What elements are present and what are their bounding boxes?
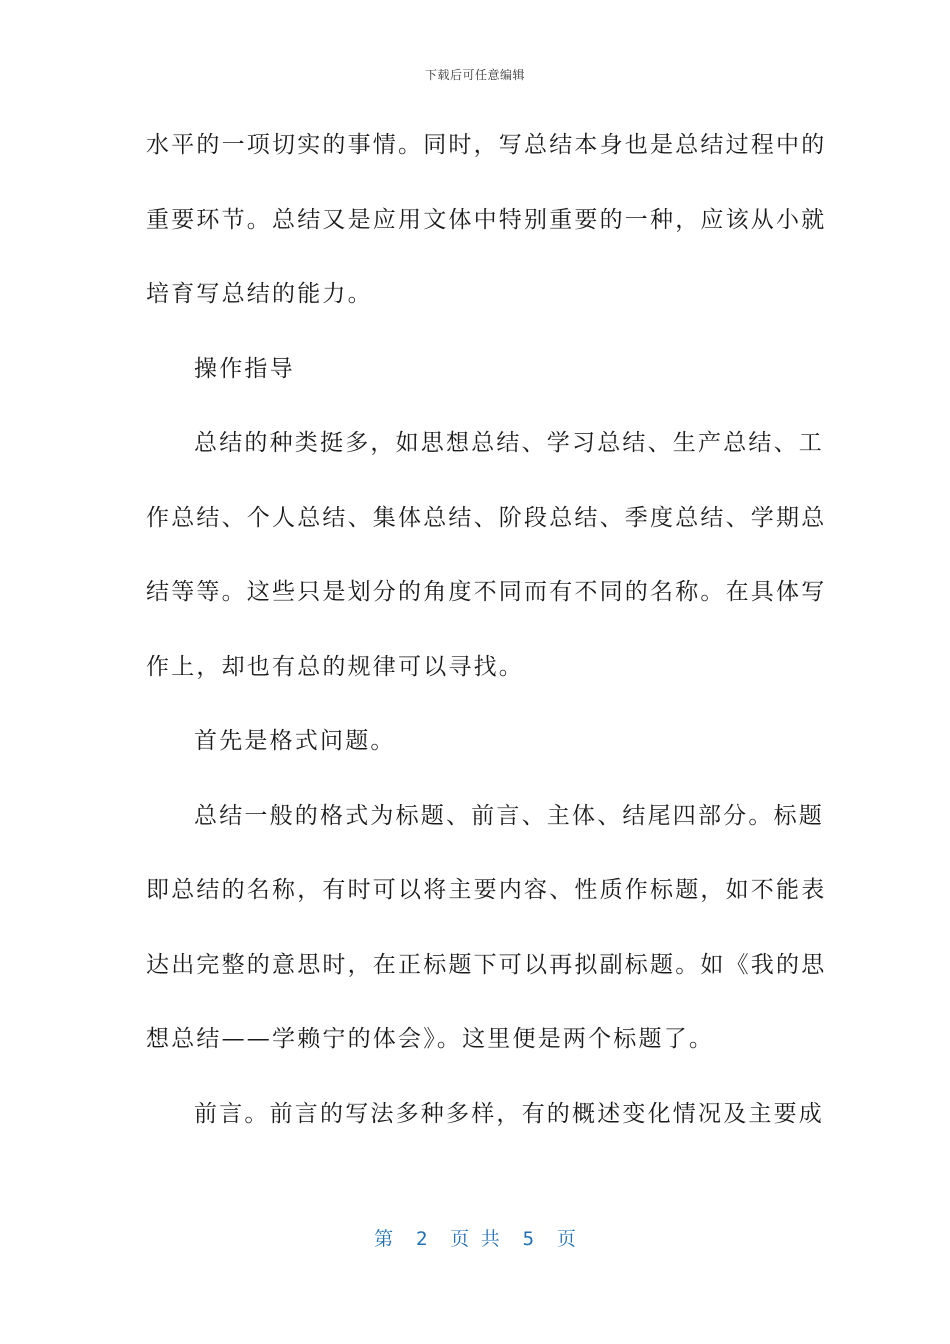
body-line: 首先是格式问题。	[194, 728, 396, 754]
body-line: 总结的种类挺多，如思想总结、学习总结、生产总结、工	[194, 430, 824, 456]
body-line: 作总结、个人总结、集体总结、阶段总结、季度总结、学期总	[146, 504, 827, 531]
body-line: 想总结——学赖宁的体会》。这里便是两个标题了。	[146, 1026, 715, 1052]
header-note: 下载后可任意编辑	[424, 68, 525, 82]
section-heading-operation-guide: 操作指导	[194, 355, 295, 382]
body-line: 培育写总结的能力。	[146, 281, 373, 307]
page-number-footer: 第 2 页 共 5 页	[374, 1228, 576, 1250]
body-line: 结等等。这些只是划分的角度不同而有不同的名称。在具体写	[146, 579, 827, 605]
body-line: 前言。前言的写法多种多样，有的概述变化情况及主要成	[194, 1100, 824, 1127]
body-line: 即总结的名称，有时可以将主要内容、性质作标题，如不能表	[146, 877, 827, 903]
body-line: 水平的一项切实的事情。同时，写总结本身也是总结过程中的	[146, 132, 827, 158]
body-line: 作上，却也有总的规律可以寻找。	[146, 653, 524, 680]
body-line: 达出完整的意思时，在正标题下可以再拟副标题。如《我的思	[146, 951, 827, 978]
body-line: 总结一般的格式为标题、前言、主体、结尾四部分。标题	[194, 802, 824, 829]
body-line: 重要环节。总结又是应用文体中特别重要的一种，应该从小就	[146, 206, 827, 233]
document-body	[146, 118, 827, 1161]
